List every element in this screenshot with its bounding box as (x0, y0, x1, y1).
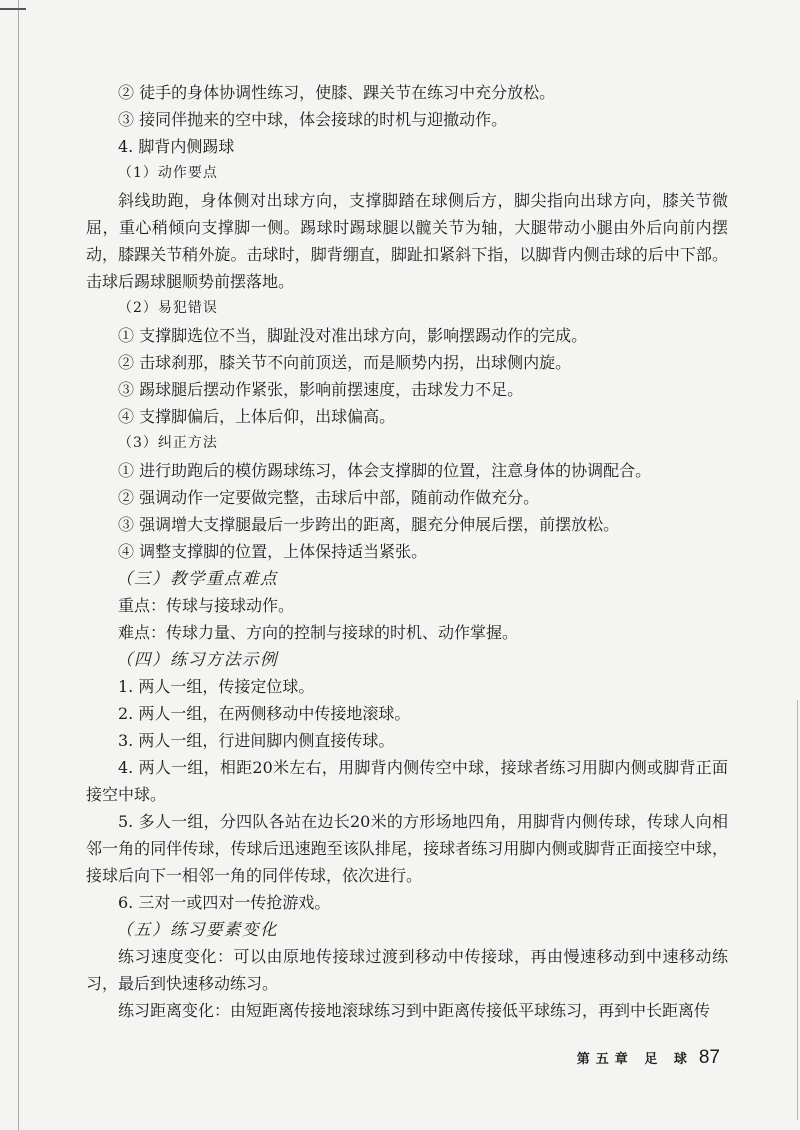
subsection-title: 4. 脚背内侧踢球 (118, 137, 235, 156)
list-item: 3. 两人一组，行进间脚内侧直接传球。 (118, 731, 395, 750)
page-right-edge (797, 700, 798, 1120)
section-heading: （三）教学重点难点 (116, 569, 278, 588)
page-footer (577, 1047, 720, 1069)
page-number: 87 (698, 1047, 720, 1068)
paragraph: 4. 两人一组，相距20米左右，用脚背内侧传空中球，接球者练习用脚内侧或脚背正面接空中球。 (86, 758, 728, 804)
list-item: 1. 两人一组，传接定位球。 (118, 677, 315, 696)
chapter-label: 第五章 足 球 (576, 1052, 693, 1067)
list-item: ③ 接同伴抛来的空中球，体会接球的时机与迎撤动作。 (118, 110, 508, 129)
subheading: （1）动作要点 (118, 165, 218, 181)
list-item: ② 徒手的身体协调性练习，使膝、踝关节在练习中充分放松。 (118, 83, 556, 102)
paragraph: 斜线助跑，身体侧对出球方向，支撑脚踏在球侧后方，脚尖指向出球方向，膝关节微屈，重心稍倾向支撑脚一侧。踢球时踢球腿以髋关节为轴，大腿带动小腿由外后向前内摆动，膝踝关节稍外旋。击球时，脚背绷直，脚趾扣紧斜下指，以脚背内侧击球的后中下部。击球后踢球腿顺势前摆落地。 (86, 191, 728, 291)
list-item: ① 支撑脚选位不当，脚趾没对准出球方向，影响摆踢动作的完成。 (118, 326, 588, 345)
list-item: ④ 调整支撑脚的位置，上体保持适当紧张。 (118, 542, 428, 561)
list-item: 6. 三对一或四对一传抢游戏。 (118, 893, 331, 912)
paragraph: 练习距离变化：由短距离传接地滚球练习到中距离传接低平球练习，再到中长距离传 (118, 1001, 711, 1020)
list-item: 2. 两人一组，在两侧移动中传接地滚球。 (118, 704, 411, 723)
list-item: ① 进行助跑后的模仿踢球练习，体会支撑脚的位置，注意身体的协调配合。 (118, 461, 652, 480)
list-item: 难点：传球力量、方向的控制与接球的时机、动作掌握。 (118, 623, 519, 642)
page-corner-mark (0, 8, 26, 10)
list-item: ③ 踢球腿后摆动作紧张，影响前摆速度，击球发力不足。 (118, 380, 524, 399)
subheading: （2）易犯错误 (118, 300, 218, 316)
list-item: ④ 支撑脚偏后，上体后仰，出球偏高。 (118, 407, 396, 426)
subheading: （3）纠正方法 (118, 435, 218, 451)
paragraph: 练习速度变化：可以由原地传接球过渡到移动中传接球，再由慢速移动到中速移动练习，最后到快速移动练习。 (86, 947, 728, 993)
list-item: ③ 强调增大支撑腿最后一步跨出的距离，腿充分伸展后摆，前摆放松。 (118, 515, 620, 534)
page-binding-edge (18, 0, 19, 1130)
list-item: 重点：传球与接球动作。 (118, 596, 295, 615)
section-heading: （四）练习方法示例 (116, 650, 278, 669)
paragraph: 5. 多人一组，分四队各站在边长20米的方形场地四角，用脚背内侧传球，传球人向相邻一角的同伴传球，传球后迅速跑至该队排尾，接球者练习用脚内侧或脚背正面接空中球，接球后向下一相邻一角的同伴传球，依次进行。 (86, 812, 728, 885)
page-body (86, 79, 728, 1024)
section-heading: （五）练习要素变化 (116, 920, 278, 939)
list-item: ② 强调动作一定要做完整，击球后中部，随前动作做充分。 (118, 488, 540, 507)
list-item: ② 击球刹那，膝关节不向前顶送，而是顺势内拐，出球侧内旋。 (118, 353, 572, 372)
